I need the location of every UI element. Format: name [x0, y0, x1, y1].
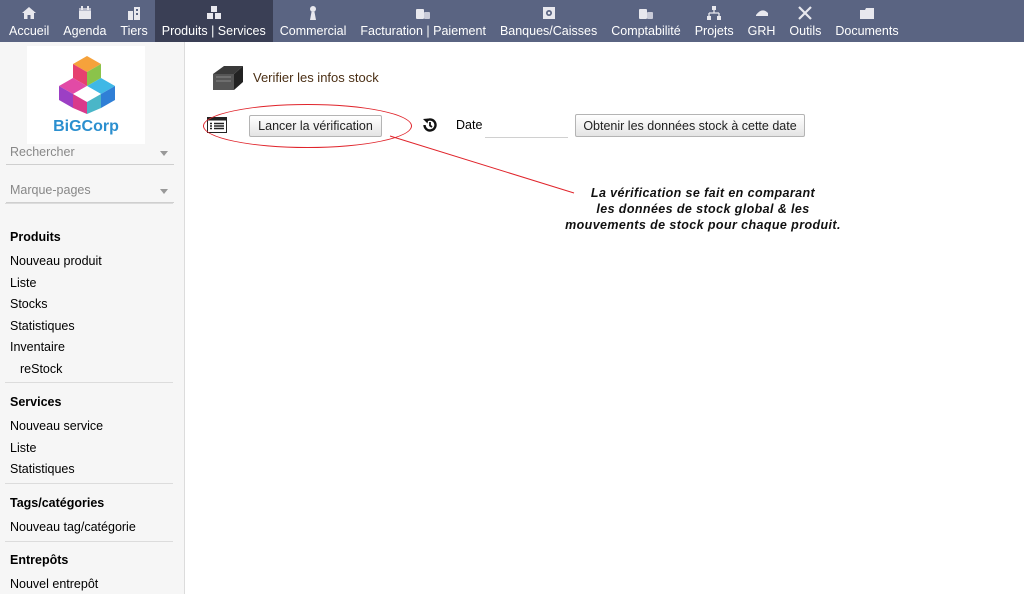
annotation-note [548, 185, 858, 233]
menu-label: Commercial [279, 24, 347, 38]
menu-projets[interactable] [688, 0, 741, 42]
building-icon [126, 5, 142, 21]
home-icon [21, 5, 37, 21]
top-menu [0, 0, 1024, 42]
menu-agenda[interactable] [56, 0, 113, 42]
sidebar-item-nouveau-tag[interactable]: Nouveau tag/catégorie [10, 520, 136, 534]
menu-tiers[interactable] [113, 0, 154, 42]
menu-produits-services[interactable] [155, 0, 273, 42]
sitemap-icon [706, 5, 722, 21]
list-icon[interactable] [207, 117, 227, 133]
sidebar-item-nouveau-service[interactable]: Nouveau service [10, 419, 104, 433]
calendar-icon [77, 5, 93, 21]
menu-label: Banques/Caisses [499, 24, 598, 38]
sidebar-divider [5, 382, 173, 383]
bookmarks-select[interactable] [6, 181, 174, 203]
annotation-line-3: mouvements de stock pour chaque produit. [565, 218, 841, 232]
sidebar-item-nouveau-produit[interactable]: Nouveau produit [10, 254, 102, 268]
chevron-down-icon [160, 151, 168, 156]
menu-label: Tiers [120, 24, 148, 38]
sidebar-item-nouvel-entrepot[interactable]: Nouvel entrepôt [10, 577, 99, 591]
sidebar-item-inventaire[interactable]: Inventaire [10, 340, 65, 355]
menu-grh[interactable] [741, 0, 783, 42]
sidebar-section-title[interactable]: Tags/catégories [10, 496, 105, 510]
chevron-down-icon [160, 189, 168, 194]
company-logo[interactable] [27, 46, 145, 144]
sidebar-item-liste-produits[interactable]: Liste [10, 275, 37, 290]
page-folder-icon [210, 62, 244, 92]
launch-verification-button[interactable]: Lancer la vérification [249, 115, 382, 137]
sidebar-item-stocks[interactable]: Stocks [10, 297, 48, 312]
date-input[interactable] [485, 112, 568, 138]
logo-cube-icon [55, 54, 119, 116]
menu-accueil[interactable] [2, 0, 56, 42]
safe-icon [541, 5, 557, 21]
pawn-icon [305, 5, 321, 21]
sidebar-item-restock[interactable]: reStock [20, 361, 63, 376]
cubes-icon [206, 5, 222, 21]
menu-label: Facturation | Paiement [360, 24, 486, 38]
sidebar-section-title[interactable]: Services [10, 395, 62, 409]
menu-label: Documents [835, 24, 899, 38]
menu-facturation-paiement[interactable] [353, 0, 493, 42]
top-menu-bar [0, 0, 1024, 42]
sidebar-section-title[interactable]: Entrepôts [10, 553, 69, 567]
sidebar-section-tags [5, 492, 173, 539]
bookmarks-placeholder: Marque-pages [10, 183, 91, 197]
menu-banques-caisses[interactable] [493, 0, 604, 42]
sidebar-item-liste-services[interactable]: Liste [10, 440, 37, 455]
search-select[interactable] [6, 143, 174, 165]
menu-label: Outils [789, 24, 822, 38]
history-refresh-icon[interactable] [420, 115, 440, 135]
hr-icon [754, 5, 770, 21]
menu-label: GRH [747, 24, 776, 38]
sidebar-section-produits [5, 226, 173, 381]
sidebar-section-entrepots [5, 549, 173, 596]
get-stock-data-button[interactable]: Obtenir les données stock à cette date [575, 114, 805, 137]
sidebar-item-statistiques-produits[interactable]: Statistiques [10, 318, 75, 333]
annotation-line-2: les données de stock global & les [596, 202, 810, 216]
menu-label: Produits | Services [161, 24, 266, 38]
ledger-icon [638, 5, 654, 21]
menu-label: Projets [694, 24, 734, 38]
date-label: Date [456, 118, 483, 132]
logo-text: BiGCorp [53, 118, 119, 135]
menu-documents[interactable] [828, 0, 905, 42]
left-sidebar [0, 42, 185, 594]
menu-label: Comptabilité [611, 24, 681, 38]
folder-icon [859, 5, 875, 21]
sidebar-item-statistiques-services[interactable]: Statistiques [10, 462, 75, 477]
menu-label: Accueil [9, 24, 50, 38]
menu-comptabilite[interactable] [604, 0, 687, 42]
search-placeholder: Rechercher [10, 145, 75, 159]
menu-outils[interactable] [782, 0, 828, 42]
page-title: Verifier les infos stock [253, 70, 379, 85]
coins-icon [415, 5, 431, 21]
sidebar-divider [5, 483, 173, 484]
sidebar-section-title[interactable]: Produits [10, 230, 61, 244]
tools-icon [797, 5, 813, 21]
sidebar-section-services [5, 391, 173, 481]
menu-label: Agenda [63, 24, 107, 38]
sidebar-divider [5, 203, 173, 204]
sidebar-divider [5, 541, 173, 542]
annotation-line-1: La vérification se fait en comparant [590, 186, 816, 200]
menu-commercial[interactable] [273, 0, 354, 42]
